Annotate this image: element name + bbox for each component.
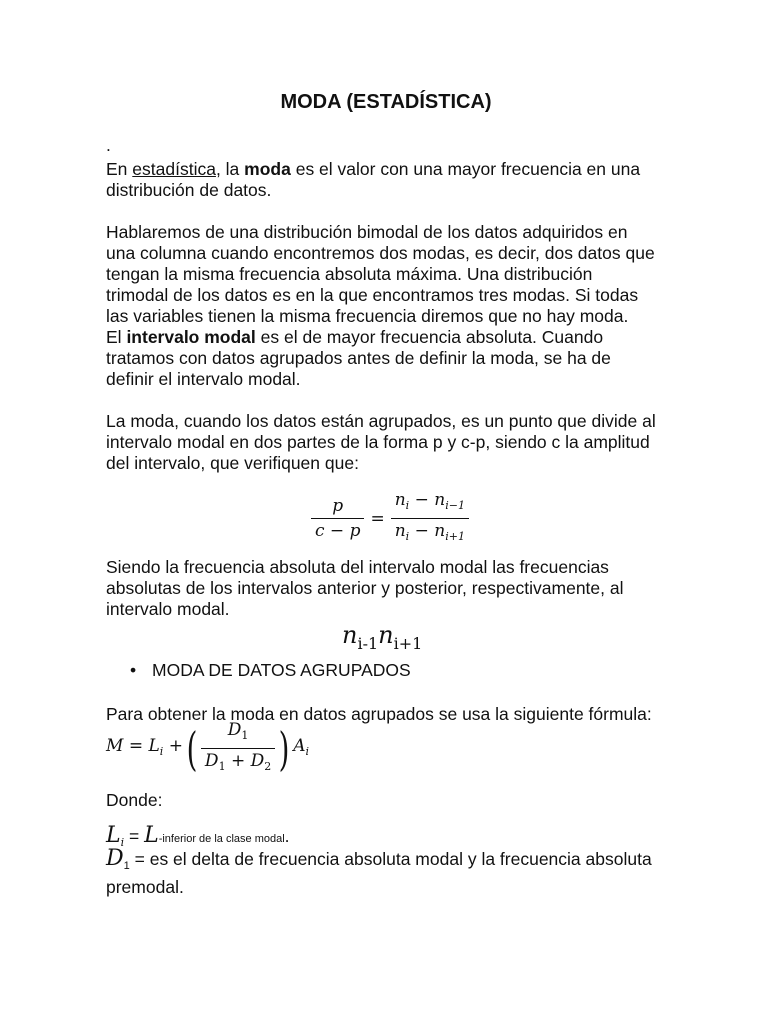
subscript: 2 bbox=[264, 760, 272, 773]
paragraph-formula-intro: Para obtener la moda en datos agrupados se usa la siguiente fórmula: bbox=[106, 704, 652, 724]
symbol: n bbox=[378, 621, 394, 649]
symbol: D bbox=[250, 751, 265, 771]
paragraph-line: una columna cuando encontremos dos modas, es decir, dos datos que bbox=[106, 243, 655, 263]
paragraph-line: absolutas de los intervalos anterior y posterior, respectivamente, al bbox=[106, 578, 624, 598]
text-run: = es el delta de frecuencia absoluta modal y la frecuencia absoluta bbox=[129, 849, 652, 869]
paragraph-line: premodal. bbox=[106, 877, 184, 897]
denominator: c − p bbox=[311, 518, 364, 541]
definition-d1 bbox=[106, 848, 652, 898]
plus-sign: + bbox=[225, 751, 251, 771]
left-paren: ( bbox=[186, 721, 198, 776]
paragraph-line bbox=[106, 327, 666, 348]
subscript: 1 bbox=[241, 729, 249, 742]
subscript: i bbox=[405, 499, 410, 512]
right-paren: ) bbox=[278, 721, 290, 776]
subscript: i bbox=[159, 744, 164, 758]
symbol: D bbox=[106, 846, 124, 871]
subscript: i-1 bbox=[357, 634, 379, 653]
equals-sign: = bbox=[124, 826, 145, 846]
definition-note: -inferior de la clase modal bbox=[158, 833, 285, 845]
equals-sign: = bbox=[370, 508, 385, 529]
fraction bbox=[201, 720, 275, 777]
paragraph-line bbox=[106, 848, 652, 877]
symbol: M bbox=[106, 735, 124, 756]
formula-tail bbox=[293, 736, 309, 762]
subscript: i bbox=[405, 530, 410, 543]
subscript: 1 bbox=[123, 860, 130, 872]
subscript: i+1 bbox=[445, 530, 465, 543]
estadistica-link[interactable]: estadística bbox=[132, 159, 216, 179]
subscript: i bbox=[305, 744, 310, 758]
ratio-formula bbox=[311, 490, 469, 547]
paragraph-line: definir el intervalo modal. bbox=[106, 369, 301, 389]
symbol: L bbox=[148, 735, 160, 756]
paragraph-line: tratamos con datos agrupados antes de definir la moda, se ha de bbox=[106, 348, 611, 368]
paragraph-line: del intervalo, que verifiquen que: bbox=[106, 453, 359, 473]
bold-term-moda: moda bbox=[244, 159, 291, 179]
paragraph-intro bbox=[106, 159, 666, 201]
symbol: D bbox=[227, 720, 242, 740]
bullet-icon: • bbox=[130, 660, 137, 680]
paragraph-line: Hablaremos de una distribución bimodal de los datos adquiridos en bbox=[106, 222, 628, 242]
page-title: MODA (ESTADÍSTICA) bbox=[280, 91, 492, 113]
text-run: es el de mayor frecuencia absoluta. Cuando bbox=[255, 327, 604, 347]
paragraph-line: intervalo modal. bbox=[106, 599, 230, 619]
paragraph-line: tengan la misma frecuencia absoluta máxima. Una distribución bbox=[106, 264, 593, 284]
fraction-right bbox=[391, 490, 469, 547]
text-run: , la bbox=[215, 159, 245, 179]
donde-label: Donde: bbox=[106, 790, 163, 810]
stray-dot: . bbox=[106, 135, 111, 155]
numerator bbox=[201, 720, 275, 748]
paragraph-grouped-data bbox=[106, 411, 666, 474]
period: . bbox=[284, 826, 290, 846]
paragraph-line: Siendo la frecuencia absoluta del intervalo modal las frecuencias bbox=[106, 557, 609, 577]
numerator: p bbox=[332, 496, 344, 516]
denominator bbox=[201, 748, 275, 777]
paragraph-line: las variables tienen la misma frecuencia diremos que no hay moda. bbox=[106, 306, 629, 326]
bullet-label: MODA DE DATOS AGRUPADOS bbox=[152, 660, 411, 680]
symbol: n bbox=[394, 490, 406, 510]
text-run: El bbox=[106, 327, 127, 347]
subscript: i bbox=[120, 836, 125, 849]
symbol: n bbox=[394, 521, 406, 541]
neighbor-frequencies-formula bbox=[342, 621, 422, 658]
formula-lhs bbox=[106, 736, 183, 762]
symbol: L bbox=[144, 823, 159, 848]
denominator bbox=[391, 518, 469, 547]
paragraph-line: trimodal de los datos es en la que encontramos tres modas. Si todas bbox=[106, 285, 639, 305]
plus-sign: + bbox=[163, 735, 183, 756]
paragraph-line bbox=[106, 159, 666, 180]
symbol: A bbox=[293, 735, 306, 756]
fraction-left bbox=[311, 496, 364, 541]
symbol: − n bbox=[409, 490, 446, 510]
paragraph-line: La moda, cuando los datos están agrupados, es un punto que divide al bbox=[106, 411, 656, 431]
symbol: D bbox=[204, 751, 219, 771]
mode-formula bbox=[106, 720, 309, 777]
text-run: En bbox=[106, 159, 133, 179]
text-run: es el valor con una mayor frecuencia en una bbox=[290, 159, 641, 179]
paragraph-line: intervalo modal en dos partes de la forma p y c-p, siendo c la amplitud bbox=[106, 432, 650, 452]
subscript: 1 bbox=[218, 760, 226, 773]
subscript: i−1 bbox=[445, 499, 465, 512]
paragraph-frequencies bbox=[106, 557, 666, 620]
paragraph-bimodal bbox=[106, 222, 666, 390]
bold-term-intervalo-modal: intervalo modal bbox=[126, 327, 256, 347]
equals-sign: = bbox=[123, 735, 149, 756]
subscript: i+1 bbox=[393, 634, 423, 653]
paragraph-line: distribución de datos. bbox=[106, 180, 272, 200]
symbol: − n bbox=[409, 521, 446, 541]
numerator bbox=[391, 490, 469, 518]
symbol: n bbox=[342, 621, 358, 649]
symbol: L bbox=[106, 823, 121, 848]
